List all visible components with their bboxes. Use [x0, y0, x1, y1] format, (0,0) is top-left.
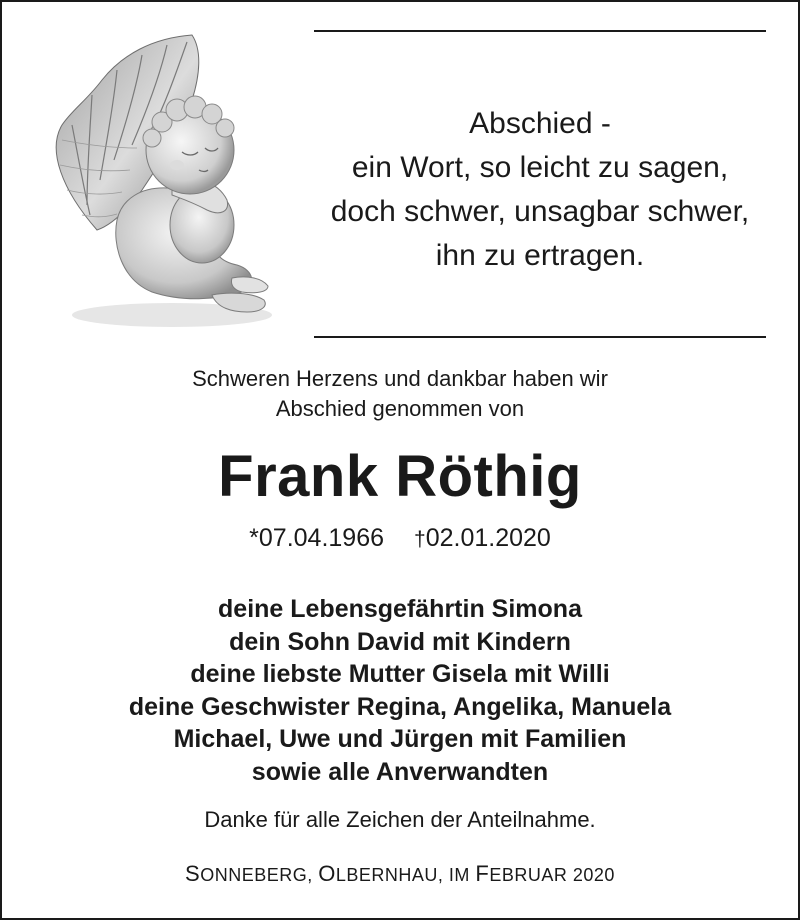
- life-dates: [2, 521, 798, 557]
- intro-line: Abschied genommen von: [275, 396, 525, 421]
- family-mourners: [2, 593, 798, 788]
- place1-rest: ONNEBERG,: [200, 865, 319, 885]
- poem-line: doch schwer, unsagbar schwer,: [330, 195, 750, 228]
- angel-figure-icon: [42, 30, 272, 335]
- intro-text: [2, 364, 798, 424]
- poem-line: Abschied -: [469, 107, 611, 140]
- farewell-poem: [302, 102, 778, 278]
- birth-symbol: *: [249, 524, 259, 552]
- death-date: 02.01.2020: [425, 524, 551, 552]
- poem-line: ihn zu ertragen.: [435, 239, 645, 272]
- mourner-line: deine Geschwister Regina, Angelika, Manuela: [128, 692, 672, 721]
- top-divider: [314, 30, 766, 32]
- deceased-name: Frank Röthig: [218, 444, 582, 509]
- place1-initial: S: [185, 861, 201, 886]
- bottom-divider: [314, 336, 766, 338]
- month-initial: F: [475, 861, 490, 886]
- thanks-line: Danke für alle Zeichen der Anteilnahme.: [204, 807, 596, 832]
- mourner-line: deine Lebensgefährtin Simona: [218, 595, 582, 623]
- mourner-line: sowie alle Anverwandten: [251, 757, 549, 786]
- mourner-line: Michael, Uwe und Jürgen mit Familien: [173, 725, 627, 753]
- birth-date: 07.04.1966: [258, 524, 385, 552]
- mourner-line: deine liebste Mutter Gisela mit Willi: [190, 660, 610, 688]
- poem-line: ein Wort, so leicht zu sagen,: [351, 151, 729, 184]
- place2-initial: O: [318, 861, 336, 886]
- month-rest: EBRUAR 2020: [489, 865, 615, 885]
- place2-rest: LBERNHAU, IM: [335, 865, 476, 885]
- intro-line: Schweren Herzens und dankbar haben wir: [192, 366, 608, 391]
- place-and-date: [2, 860, 798, 889]
- death-cross-symbol: †: [414, 528, 426, 551]
- mourner-line: dein Sohn David mit Kindern: [229, 627, 571, 656]
